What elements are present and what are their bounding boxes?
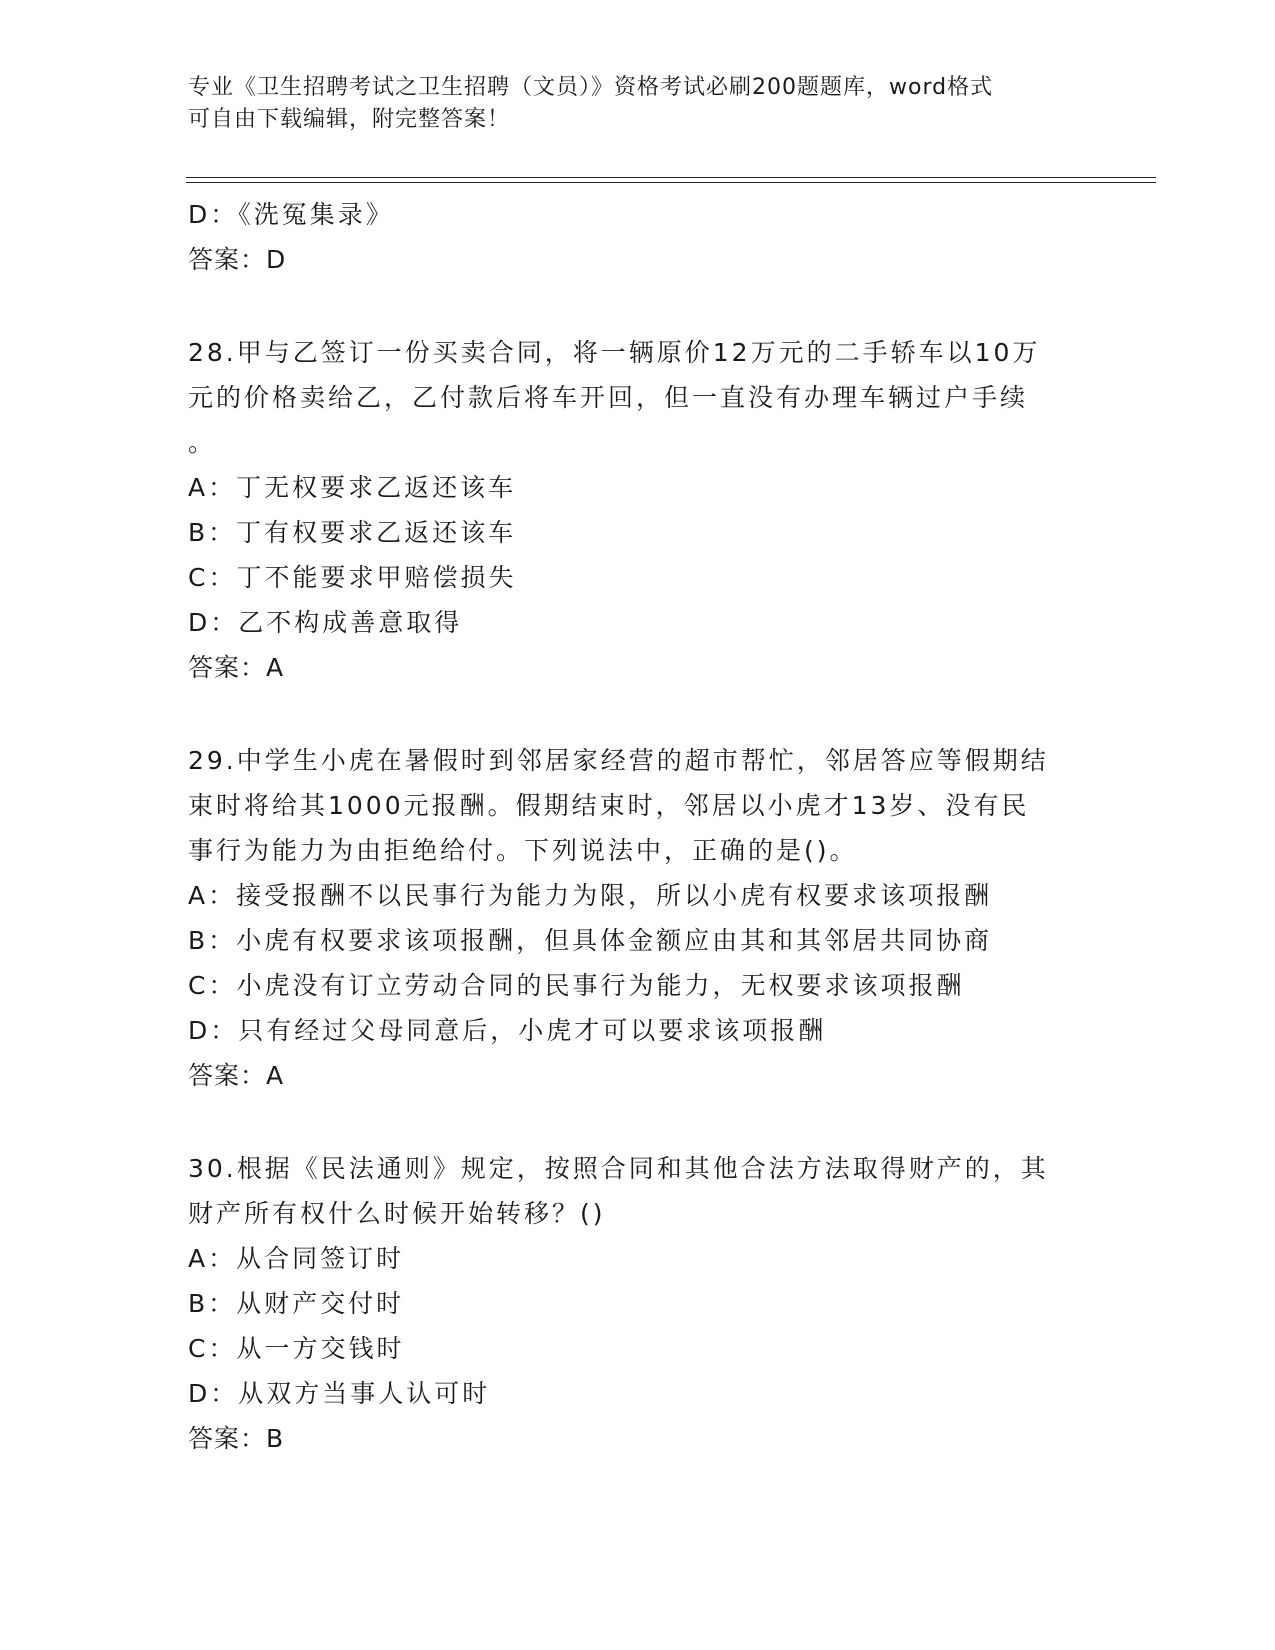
- question-28: [188, 330, 1088, 690]
- option-d: D：只有经过父母同意后，小虎才可以要求该项报酬: [188, 1016, 827, 1045]
- header-divider-top: [186, 177, 1156, 178]
- question-stem-line: 元的价格卖给乙，乙付款后将车开回，但一直没有办理车辆过户手续: [188, 383, 1029, 412]
- option-b: B：小虎有权要求该项报酬，但具体金额应由其和其邻居共同协商: [188, 926, 993, 955]
- question-stem-line: 28.甲与乙签订一份买卖合同，将一辆原价12万元的二手轿车以10万: [188, 338, 1041, 367]
- question-stem-line: 30.根据《民法通则》规定，按照合同和其他合法方法取得财产的，其: [188, 1154, 1049, 1183]
- option-c: C：从一方交钱时: [188, 1334, 405, 1363]
- option-a: A：接受报酬不以民事行为能力为限，所以小虎有权要求该项报酬: [188, 881, 993, 910]
- header-divider-bottom: [186, 182, 1156, 183]
- question-stem-line: 事行为能力为由拒绝给付。下列说法中，正确的是()。: [188, 836, 858, 865]
- answer-line: 答案：A: [188, 653, 285, 682]
- header-line-1: 专业《卫生招聘考试之卫生招聘（文员）》资格考试必刷200题题库，word格式: [188, 75, 994, 100]
- option-a: A：从合同签订时: [188, 1244, 405, 1273]
- option-d: D：从双方当事人认可时: [188, 1379, 491, 1408]
- question-30: [188, 1146, 1088, 1461]
- question-stem-line: 财产所有权什么时候开始转移？(): [188, 1199, 606, 1228]
- option-d: D：乙不构成善意取得: [188, 608, 463, 637]
- document-body: [188, 192, 1088, 1461]
- option-a: A：丁无权要求乙返还该车: [188, 473, 517, 502]
- question-stem-line: 。: [188, 428, 217, 457]
- answer-line: 答案：D: [188, 245, 287, 274]
- prev-question-block: [188, 192, 1088, 282]
- option-c: C：丁不能要求甲赔偿损失: [188, 563, 517, 592]
- document-header: [188, 72, 1068, 136]
- option-d: D：《洗冤集录》: [188, 200, 394, 229]
- answer-line: 答案：A: [188, 1061, 285, 1090]
- question-29: [188, 738, 1088, 1098]
- option-b: B：丁有权要求乙返还该车: [188, 518, 517, 547]
- option-b: B：从财产交付时: [188, 1289, 405, 1318]
- header-line-2: 可自由下载编辑，附完整答案！: [188, 107, 511, 132]
- option-c: C：小虎没有订立劳动合同的民事行为能力，无权要求该项报酬: [188, 971, 965, 1000]
- question-stem-line: 29.中学生小虎在暑假时到邻居家经营的超市帮忙，邻居答应等假期结: [188, 746, 1049, 775]
- answer-line: 答案：B: [188, 1424, 285, 1453]
- question-stem-line: 束时将给其1000元报酬。假期结束时，邻居以小虎才13岁、没有民: [188, 791, 1030, 820]
